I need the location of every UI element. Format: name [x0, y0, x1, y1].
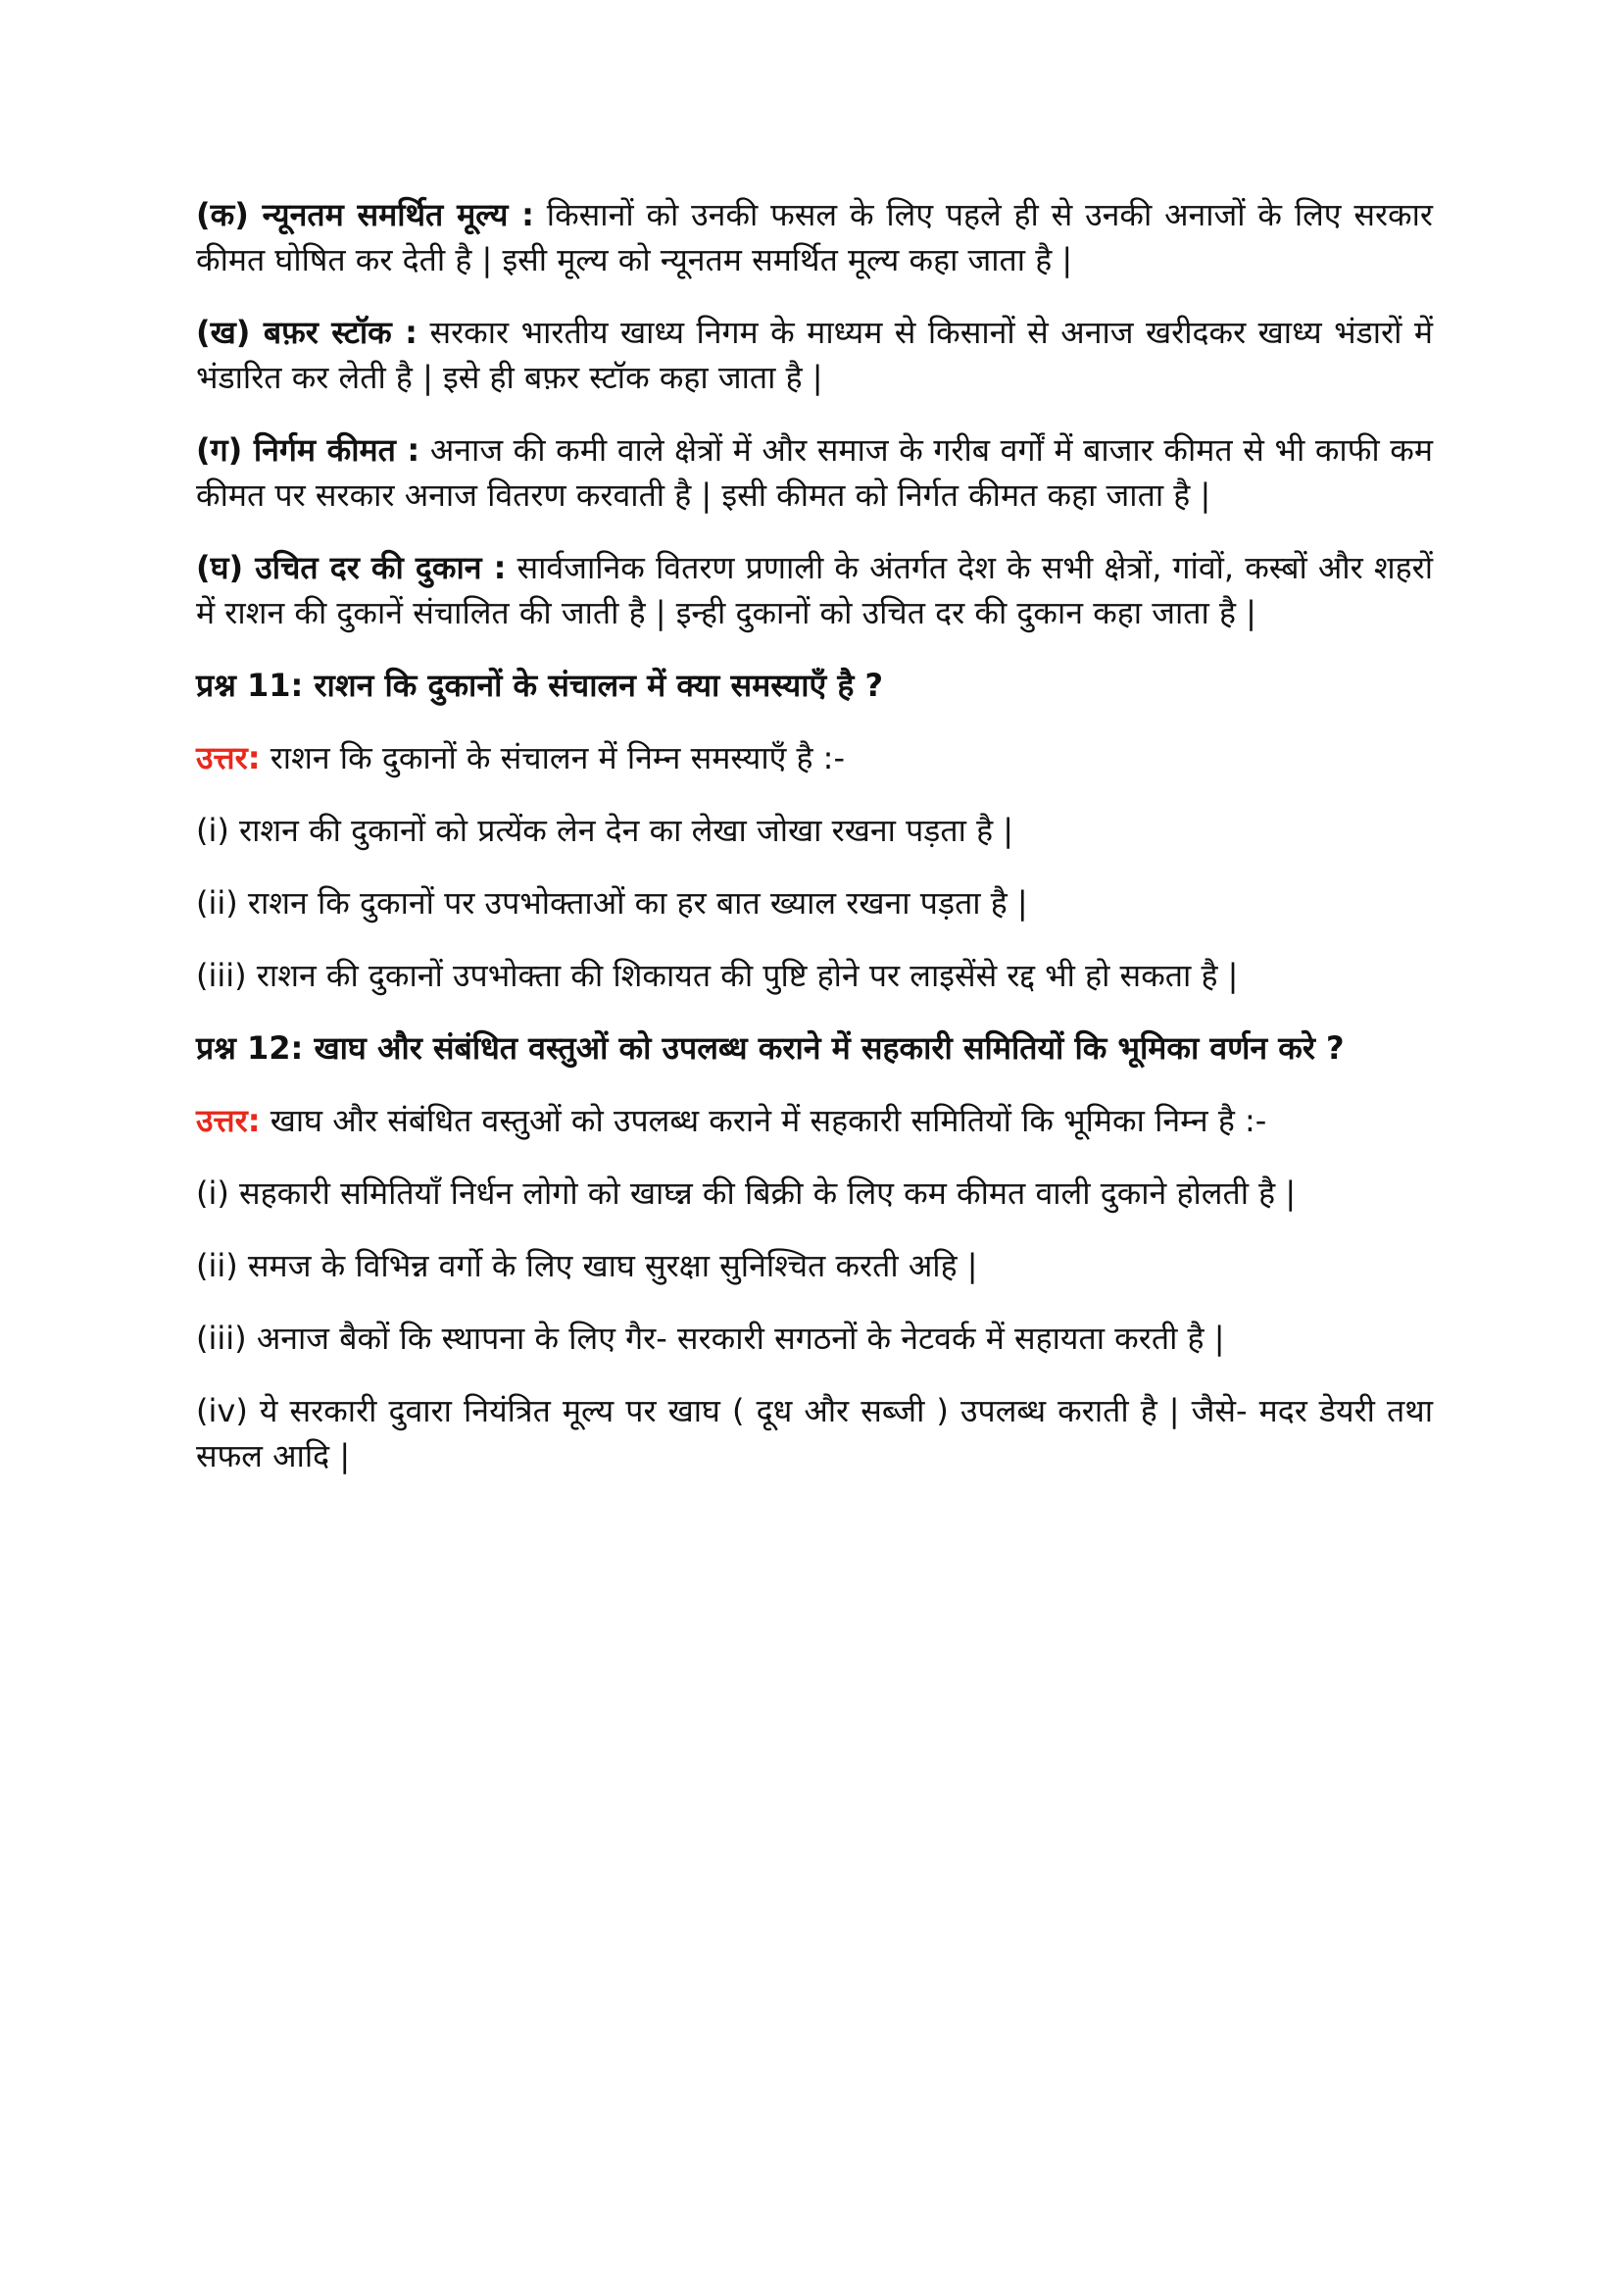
definition-text: अनाज की कमी वाले क्षेत्रों में और समाज के गरीब वर्गों में बाजार कीमत से भी काफी कम कीमत पर सरकार अनाज वितरण करवाती है | इसी कीमत को निर्गत कीमत कहा जाता है |	[196, 431, 1433, 514]
answer-label: उत्तर:	[196, 1102, 261, 1139]
question-12: प्रश्न 12: खाघ और संबंधित वस्तुओं को उपलब्ध कराने में सहकारी समितियों कि भूमिका वर्णन करे ?	[196, 1029, 1345, 1067]
answer-12-item-3: (iii) अनाज बैकों कि स्थापना के लिए गैर- सरकारी सगठनों के नेटवर्क में सहायता करती है |	[196, 1320, 1225, 1357]
document-page	[196, 192, 1433, 1506]
definition-term: (क) न्यूनतम समर्थित मूल्य :	[196, 196, 534, 233]
answer-11-item-1: (i) राशन की दुकानों को प्रत्येंक लेन देन का लेखा जोखा रखना पड़ता है |	[196, 812, 1014, 849]
answer-11-intro	[196, 735, 1433, 780]
question-11: प्रश्न 11: राशन कि दुकानों के संचालन में क्या समस्याएँ है ?	[196, 667, 884, 704]
answer-11-item-2: (ii) राशन कि दुकानों पर उपभोक्ताओं का हर बात ख्याल रखना पड़ता है |	[196, 884, 1028, 922]
answer-12-item-2: (ii) समज के विभिन्न वर्गो के लिए खाघ सुरक्षा सुनिश्चित करती अहि |	[196, 1247, 978, 1284]
definition-text: किसानों को उनकी फसल के लिए पहले ही से उनकी अनाजों के लिए सरकार कीमत घोषित कर देती है | इसी मूल्य को न्यूनतम समर्थित मूल्य कहा जाता है |	[196, 196, 1433, 278]
definition-text: सरकार भारतीय खाध्य निगम के माध्यम से किसानों से अनाज खरीदकर खाध्य भंडारों में भंडारित कर लेती है | इसे ही बफ़र स्टॉक कहा जाता है |	[196, 314, 1434, 396]
answer-11-item-3: (iii) राशन की दुकानों उपभोक्ता की शिकायत की पुष्टि होने पर लाइसेंसे रद्द भी हो सकता है |	[196, 957, 1239, 994]
definition-term: (ख) बफ़र स्टॉक :	[196, 314, 418, 351]
definition-term: (ग) निर्गम कीमत :	[196, 431, 420, 469]
definition-minimum-support-price	[196, 192, 1433, 282]
answer-12-item-4: (iv) ये सरकारी दुवारा नियंत्रित मूल्य पर खाघ ( दूध और सब्जी ) उपलब्ध कराती है | जैसे- मदर डेयरी तथा सफल आदि |	[196, 1392, 1433, 1474]
answer-intro-text: राशन कि दुकानों के संचालन में निम्न समस्याएँ है :-	[260, 739, 846, 776]
definition-fair-price-shop	[196, 545, 1433, 635]
answer-12-item-1: (i) सहकारी समितियाँ निर्धन लोगो को खाघ्न्न की बिक्री के लिए कम कीमत वाली दुकाने होलती है |	[196, 1174, 1297, 1212]
answer-label: उत्तर:	[196, 739, 261, 776]
definition-text: सार्वजानिक वितरण प्रणाली के अंतर्गत देश के सभी क्षेत्रों, गांवों, कस्बों और शहरों में राशन की दुकानें संचालित की जाती है | इन्ही दुकानों को उचित दर की दुकान कहा जाता है |	[196, 549, 1433, 631]
definition-buffer-stock	[196, 310, 1433, 400]
definition-issue-price	[196, 427, 1433, 518]
answer-intro-text: खाघ और संबंधित वस्तुओं को उपलब्ध कराने में सहकारी समितियों कि भूमिका निम्न है :-	[260, 1102, 1267, 1139]
answer-12-intro	[196, 1098, 1433, 1143]
definition-term: (घ) उचित दर की दुकान :	[196, 549, 507, 586]
